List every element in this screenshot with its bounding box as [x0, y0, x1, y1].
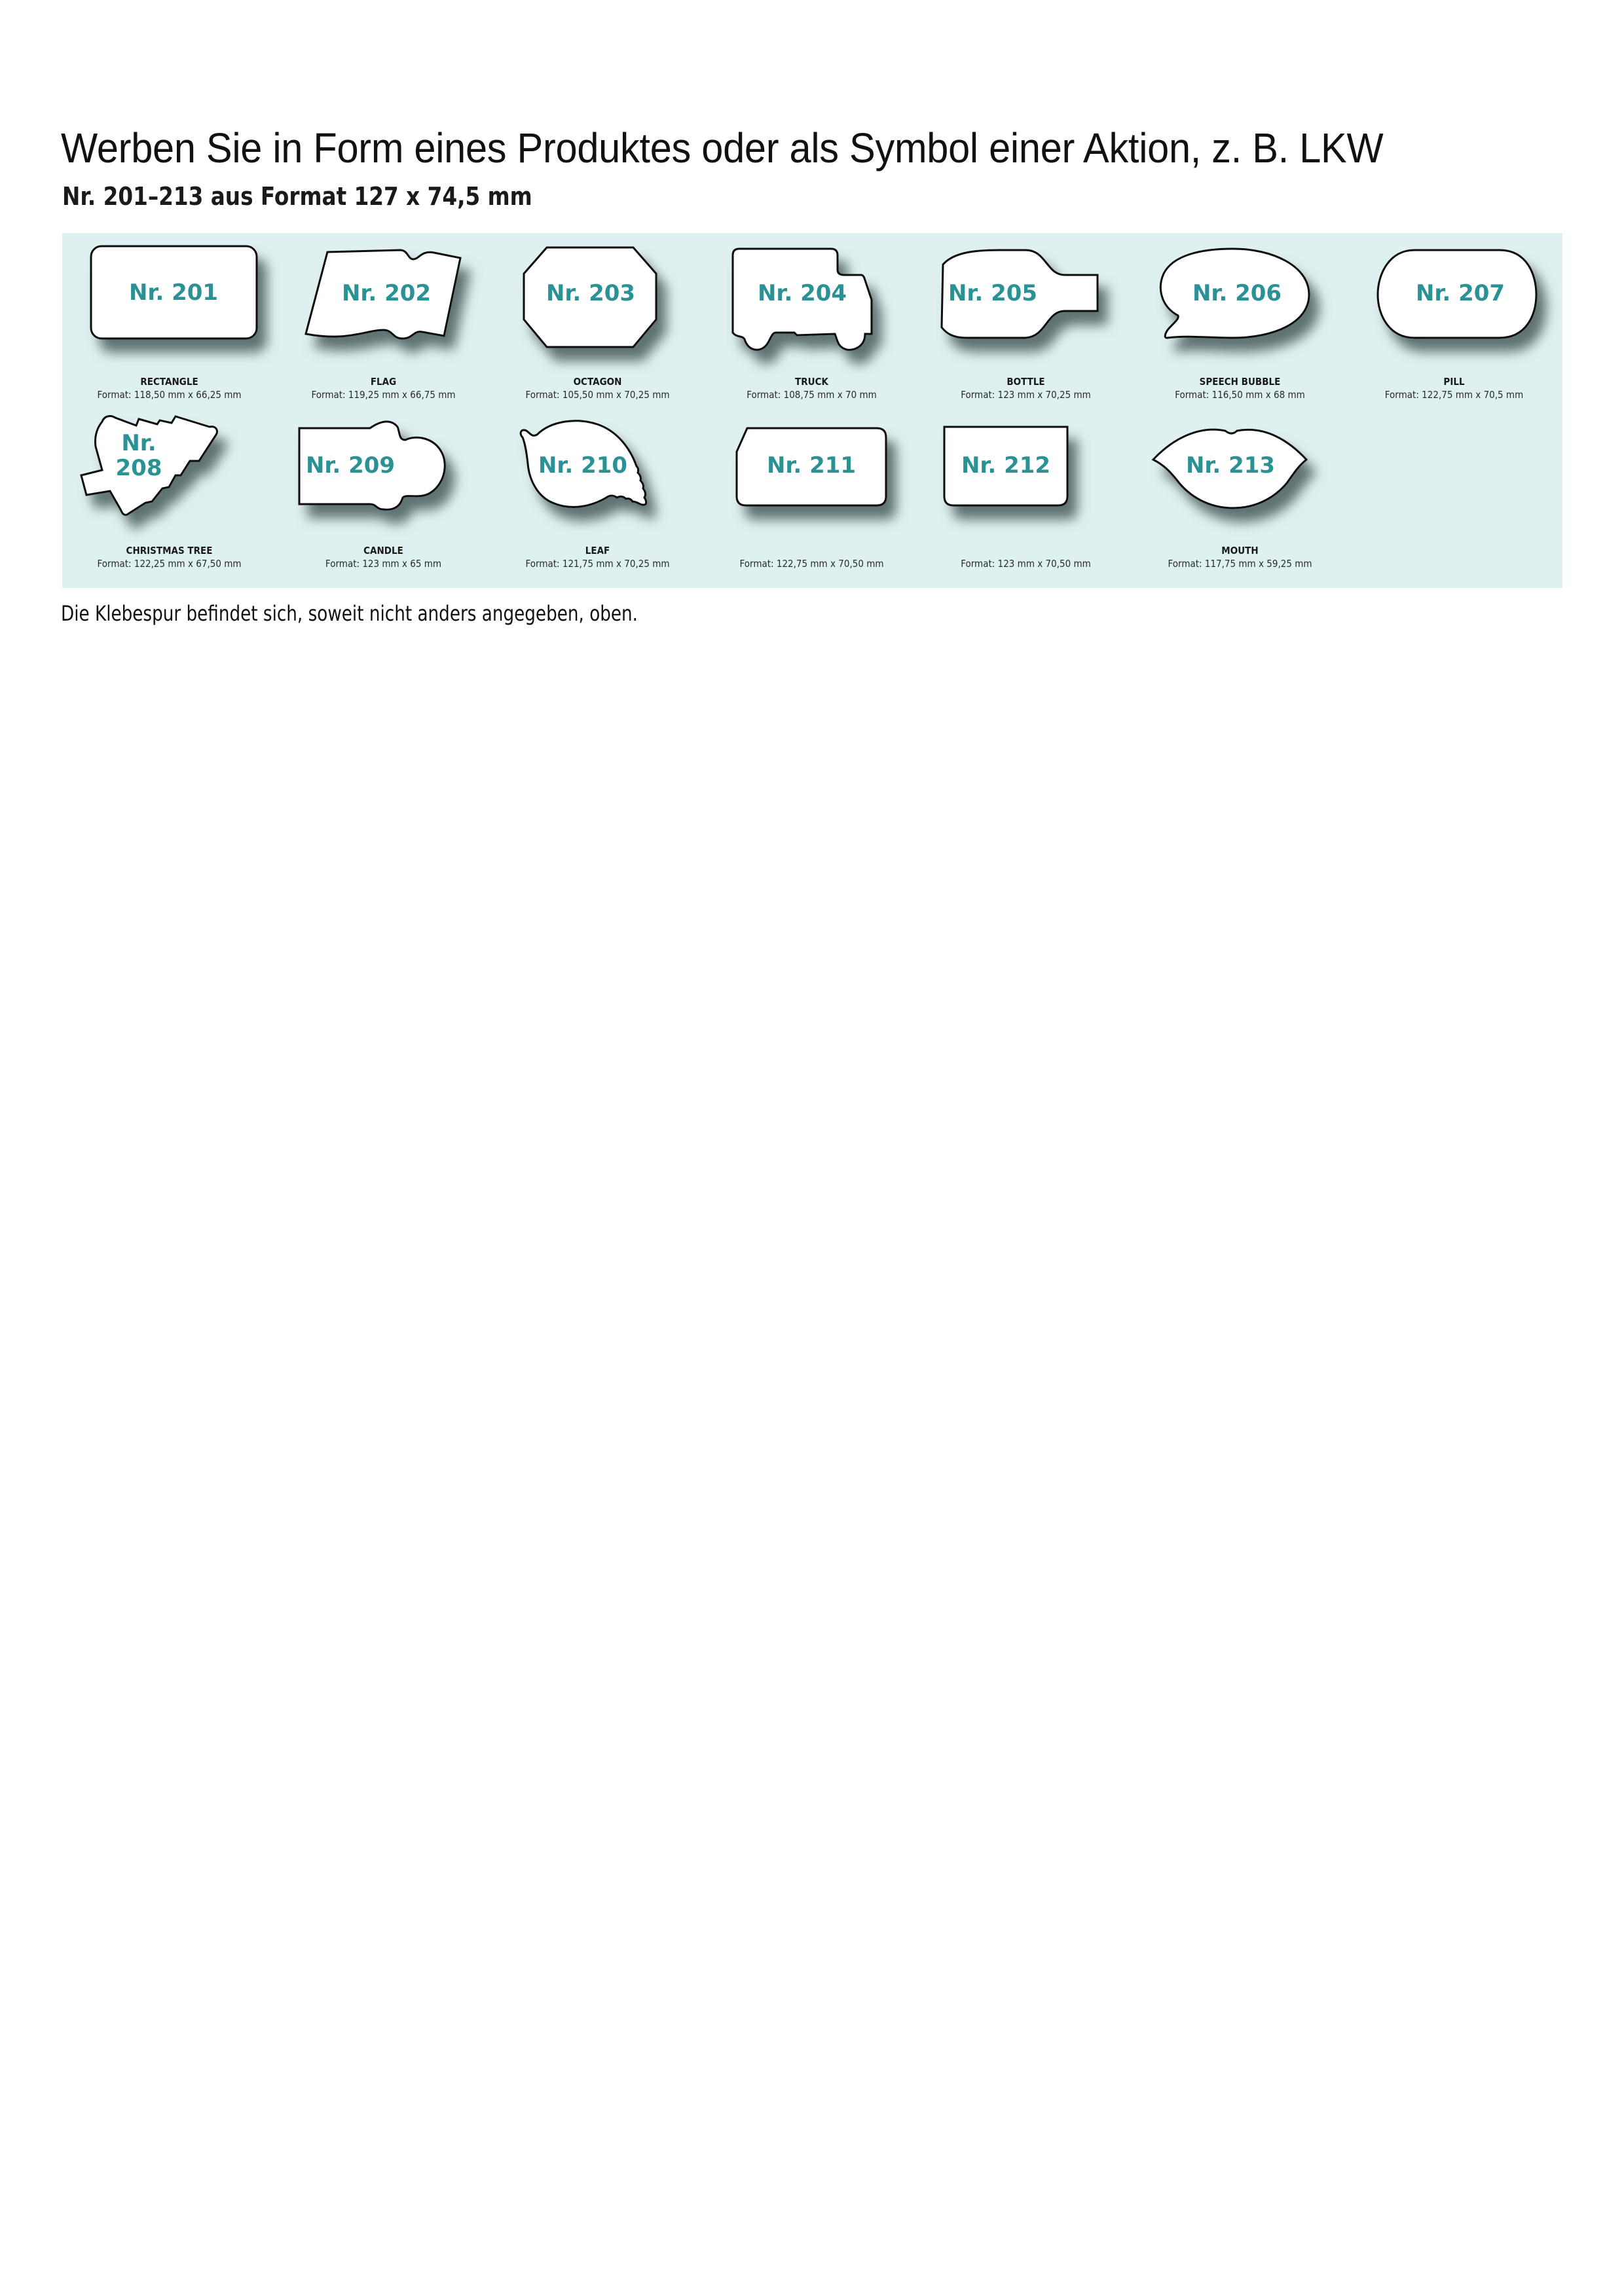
shape-item-205: [919, 242, 1133, 419]
shape-item-203: [490, 242, 705, 419]
item-number: Nr. 211: [766, 452, 857, 479]
item-name: PILL: [1443, 376, 1465, 388]
item-number: Nr. 209: [305, 452, 396, 479]
adhesive-note: Die Klebespur befindet sich, soweit nicht anders angegeben, oben.: [61, 601, 638, 626]
shape-item-211: [705, 411, 919, 588]
item-format: Format: 119,25 mm x 66,75 mm: [311, 389, 456, 401]
christmas-tree-shape: [71, 411, 267, 536]
shape-item-210: [490, 411, 705, 588]
octagon-shape: [499, 242, 695, 367]
item-format: Format: 122,75 mm x 70,50 mm: [739, 558, 884, 570]
shape-item-201: [62, 242, 276, 419]
item-number: Nr. 213: [1185, 452, 1276, 479]
item-name: FLAG: [370, 376, 397, 388]
item-number: Nr. 201: [128, 280, 219, 306]
item-name: MOUTH: [1221, 545, 1259, 556]
shape-item-202: [276, 242, 490, 419]
item-format: Format: 123 mm x 70,25 mm: [961, 389, 1091, 401]
item-name: SPEECH BUBBLE: [1199, 376, 1281, 388]
shape-item-208: [62, 411, 276, 588]
item-format: Format: 123 mm x 65 mm: [325, 558, 442, 570]
page-title: Werben Sie in Form eines Produktes oder als Symbol einer Aktion, z. B. LKW: [61, 124, 1384, 172]
speech-bubble-shape: [1141, 242, 1338, 367]
item-format: Format: 108,75 mm x 70 mm: [747, 389, 877, 401]
item-number: Nr. 204: [757, 280, 847, 306]
item-format: Format: 105,50 mm x 70,25 mm: [525, 389, 670, 401]
shape-item-204: [705, 242, 919, 419]
pill-shape: [1356, 242, 1552, 367]
truck-shape: [713, 242, 910, 367]
item-number-line2: 208: [115, 455, 162, 481]
item-number: Nr. 203: [545, 280, 636, 306]
item-number-line1: Nr.: [121, 430, 157, 456]
item-name: RECTANGLE: [140, 376, 198, 388]
section-title: Nr. 201–213 aus Format 127 x 74,5 mm: [62, 182, 532, 211]
item-name: BOTTLE: [1006, 376, 1045, 388]
item-format: Format: 122,25 mm x 67,50 mm: [97, 558, 242, 570]
bottom-rounded-rectangle-shape: [927, 411, 1124, 536]
flag-shape: [285, 242, 481, 367]
mouth-shape: [1141, 411, 1338, 536]
item-number: Nr. 212: [961, 452, 1051, 479]
leaf-shape: [499, 411, 695, 536]
item-number: Nr. 207: [1415, 280, 1505, 306]
item-number: Nr. 210: [538, 452, 628, 479]
item-number: Nr. 205: [948, 280, 1038, 306]
rectangle-shape: [71, 242, 267, 367]
item-number: Nr. 206: [1192, 280, 1282, 306]
item-format: Format: 116,50 mm x 68 mm: [1175, 389, 1305, 401]
item-number: Nr. 202: [341, 280, 432, 306]
item-name: OCTAGON: [573, 376, 622, 388]
item-name: CHRISTMAS TREE: [126, 545, 213, 556]
item-name: CANDLE: [363, 545, 403, 556]
item-format: Format: 117,75 mm x 59,25 mm: [1168, 558, 1312, 570]
item-name: TRUCK: [795, 376, 828, 388]
shape-item-206: [1133, 242, 1347, 419]
shapes-panel: [62, 233, 1562, 588]
item-format: Format: 118,50 mm x 66,25 mm: [97, 389, 242, 401]
shape-item-213: [1133, 411, 1347, 588]
shape-item-207: [1347, 242, 1561, 419]
item-format: Format: 123 mm x 70,50 mm: [961, 558, 1091, 570]
bottle-shape: [927, 242, 1124, 367]
candle-shape: [285, 411, 481, 536]
item-format: Format: 121,75 mm x 70,25 mm: [525, 558, 670, 570]
item-format: Format: 122,75 mm x 70,5 mm: [1384, 389, 1524, 401]
shape-item-209: [276, 411, 490, 588]
cut-corner-rectangle-shape: [713, 411, 910, 536]
shape-item-212: [919, 411, 1133, 588]
item-name: LEAF: [585, 545, 610, 556]
